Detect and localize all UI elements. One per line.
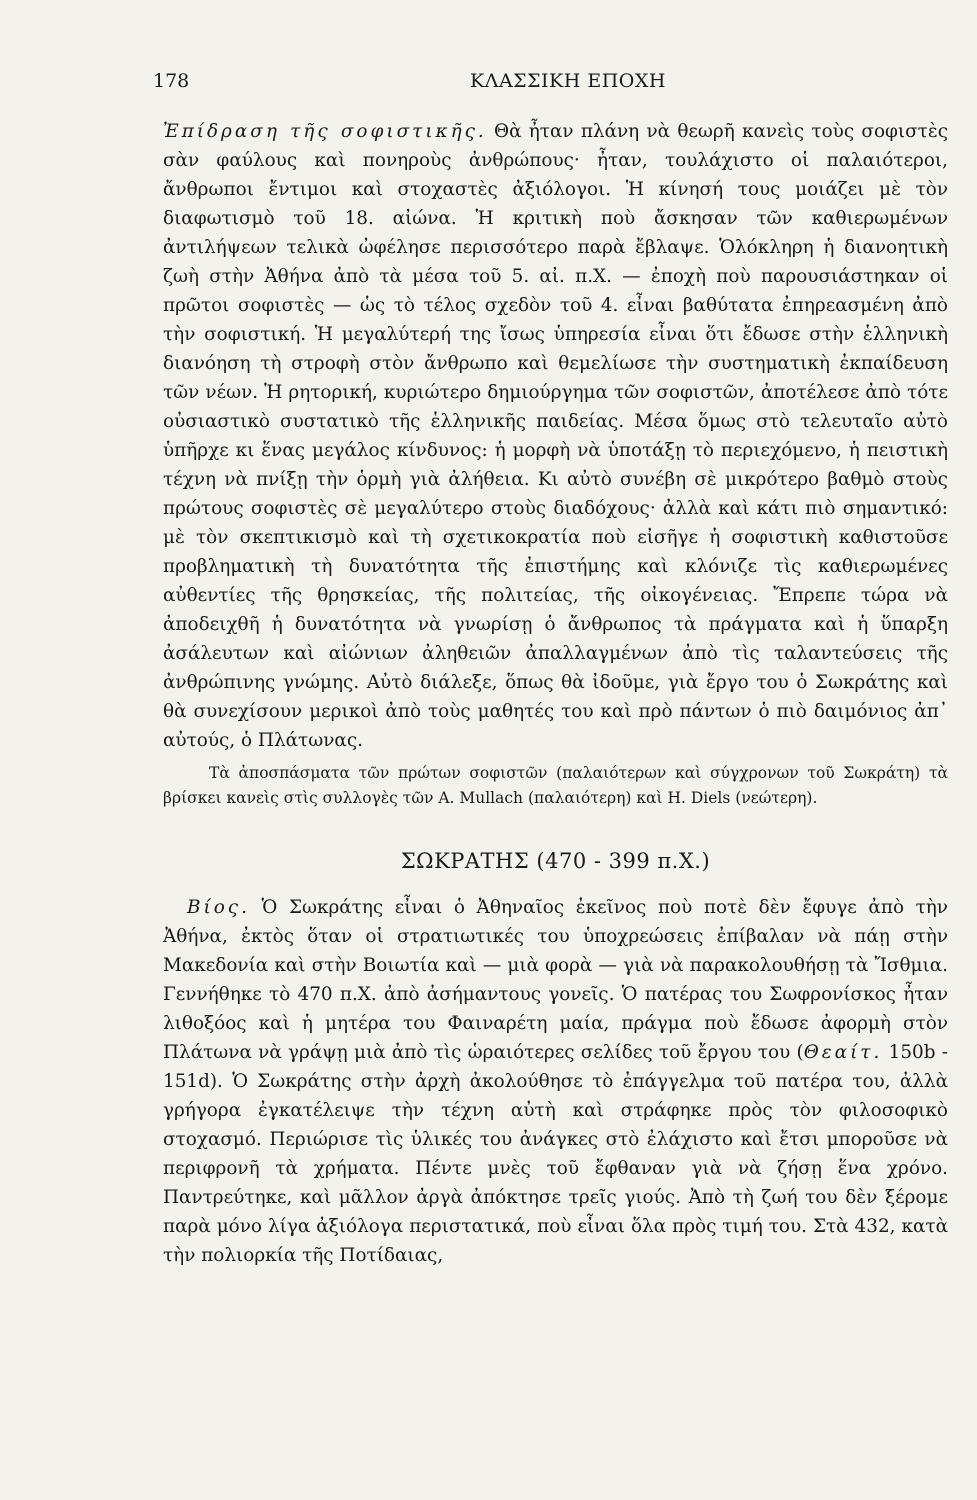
paragraph-lead: Ἐπίδραση τῆς σοφιστικῆς. <box>163 121 487 142</box>
running-title: ΚΛΑΣΣΙΚΗ ΕΠΟΧΗ <box>470 70 666 92</box>
page-header <box>153 70 943 96</box>
paragraph-influence <box>163 117 948 755</box>
paragraph-lead: Βίος. <box>187 897 250 918</box>
paragraph-text: Ὁ Σωκράτης εἶναι ὁ Ἀθηναῖος ἐκεῖνος ποὺ ποτὲ δὲν ἔφυγε ἀπὸ τὴν Ἀθήνα, ἐκτὸς ὅταν οἱ στρατιωτικές του ὑποχρεώσεις ἐπίβαλαν νὰ πάῃ στὴν Μακεδονία καὶ στὴν Βοιωτία καὶ — μιὰ φορὰ — γιὰ νὰ παρακολουθήσῃ τὰ Ἴσθμια. Γεννήθηκε τὸ 470 π.Χ. ἀπὸ ἀσήμαντους γονεῖς. Ὁ πατέρας του Σωφρονίσκος ἦταν λιθοξόος καὶ ἡ μητέρα του Φαιναρέτη μαία, πράγμα ποὺ ἔδωσε ἀφορμὴ στὸν Πλάτωνα νὰ γράψῃ μιὰ ἀπὸ τὶς ὡραιότερες σελίδες τοῦ ἔργου του ( <box>163 897 948 1063</box>
paragraph-text: Θὰ ἦταν πλάνη νὰ θεωρῆ κανεὶς τοὺς σοφιστὲς σὰν φαύλους καὶ πονηροὺς ἀνθρώπους· ἦταν, τουλάχιστο οἱ παλαιότεροι, ἄνθρωποι ἔντιμοι καὶ στοχαστὲς ἀξιόλογοι. Ἡ κίνησή τους μοιάζει μὲ τὸν διαφωτισμὸ τοῦ 18. αἰώνα. Ἡ κριτικὴ ποὺ ἄσκησαν τῶν καθιερωμένων ἀντιλήψεων τελικὰ ὠφέλησε περισσότερο παρὰ ἔβλαψε. Ὁλόκληρη ἡ διανοητικὴ ζωὴ στὴν Ἀθήνα ἀπὸ τὰ μέσα τοῦ 5. αἰ. π.Χ. — ἐποχὴ ποὺ παρουσιάστηκαν οἱ πρῶτοι σοφιστὲς — ὡς τὸ τέλος σχεδὸν τοῦ 4. εἶναι βαθύτατα ἐπηρεασμένη ἀπὸ τὴν σοφιστική. Ἡ μεγαλύτερή της ἴσως ὑπηρεσία εἶναι ὅτι ἔδωσε στὴν ἑλληνικὴ διανόηση τὴ στροφὴ στὸν ἄνθρωπο καὶ θεμελίωσε τὴν συστηματικὴ ἐκπαίδευση τῶν νέων. Ἡ ρητορική, κυριώτερο δημιούργημα τῶν σοφιστῶν, ἀποτέλεσε ἀπὸ τότε οὐσιαστικὸ συστατικὸ τῆς ἑλληνικῆς παιδείας. Μέσα ὅμως στὸ τελευταῖο αὐτὸ ὑπῆρχε κι ἕνας μεγάλος κίνδυνος: ἡ μορφὴ νὰ ὑποτάξῃ τὸ περιεχόμενο, ἡ πειστικὴ τέχνη νὰ πνίξῃ τὴν ὁρμὴ γιὰ ἀλήθεια. Κι αὐτὸ συνέβη σὲ μικρότερο βαθμὸ στοὺς πρώτους σοφιστὲς σὲ μεγαλύτερο στοὺς διαδόχους· ἀλλὰ καὶ κάτι πιὸ σημαντικό: μὲ τὸν σκεπτικισμὸ καὶ τὴ σχετικοκρατία ποὺ εἰσῆγε ἡ σοφιστικὴ καθιστοῦσε προβληματικὴ τὴ δυνατότητα τῆς ἐπιστήμης καὶ κλόνιζε τὶς καθιερωμένες αὐθεντίες τῆς θρησκείας, τῆς πολιτείας, τῆς οἰκογένειας. Ἔπρεπε τώρα νὰ ἀποδειχθῆ ἡ δυνατότητα νὰ γνωρίσῃ ὁ ἄνθρωπος τὰ πράγματα καὶ ἡ ὕπαρξη ἀσάλευτων καὶ αἰώνιων ἀληθειῶν ἀπαλλαγμένων ἀπὸ τὶς ταλαντεύσεις τῆς ἀνθρώπινης γνώμης. Αὐτὸ διάλεξε, ὅπως θὰ ἰδοῦμε, γιὰ ἔργο του ὁ Σωκράτης καὶ θὰ συνεχίσουν μερικοὶ ἀπὸ τοὺς μαθητές του καὶ πρὸ πάντων ὁ πιὸ δαιμόνιος ἀπ᾽ αὐτούς, ὁ Πλάτωνας. <box>163 121 949 751</box>
bibliographic-note: Τὰ ἀποσπάσματα τῶν πρώτων σοφιστῶν (παλαιότερων καὶ σύγχρονων τοῦ Σωκράτη) τὰ βρίσκει κανεὶς στὶς συλλογὲς τῶν A. Mullach (παλαιότερη) καὶ H. Diels (νεώτερη). <box>163 764 948 807</box>
paragraph-life <box>163 893 948 1270</box>
section-heading: ΣΩΚΡΑΤΗΣ (470 - 399 π.Χ.) <box>400 849 711 873</box>
page-content <box>163 117 948 1270</box>
reference-work: Θεαίτ. <box>803 1042 883 1063</box>
paragraph-text-continued: 150b - 151d). Ὁ Σωκράτης στὴν ἀρχὴ ἀκολούθησε τὸ ἐπάγγελμα τοῦ πατέρα του, ἀλλὰ γρήγορα ἐγκατέλειψε τὴν τέχνη αὐτὴ καὶ στράφηκε πρὸς τὸν φιλοσοφικὸ στοχασμό. Περιώρισε τὶς ὑλικές του ἀνάγκες στὸ ἐλάχιστο καὶ ἔτσι μποροῦσε νὰ περιφρονῆ τὰ χρήματα. Πέντε μνὲς τοῦ ἔφθαναν γιὰ νὰ ζήσῃ ἕνα χρόνο. Παντρεύτηκε, καὶ μᾶλλον ἀργὰ ἀπόκτησε τρεῖς γιούς. Ἀπὸ τὴ ζωή του δὲν ξέρομε παρὰ μόνο λίγα ἀξιόλογα περιστατικά, ποὺ εἶναι ὅλα πρὸς τιμή του. Στὰ 432, κατὰ τὴν πολιορκία τῆς Ποτίδαιας, <box>163 1042 948 1266</box>
page-number: 178 <box>153 70 190 92</box>
